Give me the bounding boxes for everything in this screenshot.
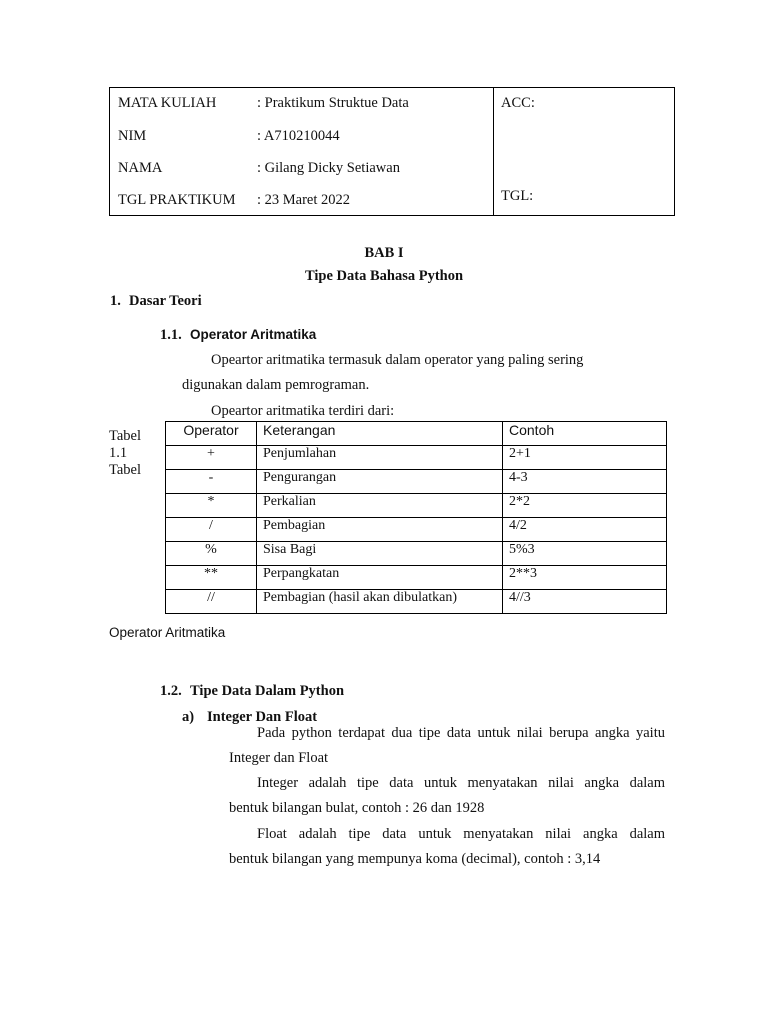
table-header-cell: Keterangan	[257, 422, 503, 446]
table-cell-contoh: 2*2	[503, 494, 667, 518]
subA-p2-line1: Integer adalah tipe data untuk menyatakan nilai angka dalam	[257, 775, 665, 791]
sub11-number: 1.1.	[160, 327, 182, 343]
table-cell-keterangan: Pengurangan	[257, 470, 503, 494]
table-cell-keterangan: Sisa Bagi	[257, 542, 503, 566]
info-value-tgl-praktikum: : 23 Maret 2022	[257, 192, 351, 208]
table-cell-contoh: 4/2	[503, 518, 667, 542]
table-cell-keterangan: Penjumlahan	[257, 446, 503, 470]
table-row	[166, 566, 667, 590]
operator-table	[165, 421, 667, 614]
subA-p2-line2: bentuk bilangan bulat, contoh : 26 dan 1928	[229, 800, 485, 816]
acc-label: ACC:	[501, 95, 535, 111]
table-cell-operator: -	[166, 470, 257, 494]
subA-paragraph-3	[229, 822, 665, 872]
sub11-para2: Opeartor aritmatika terdiri dari:	[211, 403, 395, 419]
subA-letter: a)	[182, 709, 195, 725]
table-cell-contoh: 4//3	[503, 590, 667, 614]
info-box-divider	[493, 88, 494, 215]
table-row	[166, 494, 667, 518]
table-cell-operator: //	[166, 590, 257, 614]
table-row	[166, 590, 667, 614]
table-cell-contoh: 2**3	[503, 566, 667, 590]
table-cell-operator: *	[166, 494, 257, 518]
info-label-tgl-praktikum: TGL PRAKTIKUM	[118, 192, 236, 208]
table-caption-line2: 1.1	[109, 445, 128, 461]
subA-p3-line1: Float adalah tipe data untuk menyatakan nilai angka dalam	[257, 826, 665, 842]
table-cell-keterangan: Perkalian	[257, 494, 503, 518]
table-cell-keterangan: Perpangkatan	[257, 566, 503, 590]
info-label-nama: NAMA	[118, 160, 163, 176]
info-label-mata-kuliah: MATA KULIAH	[118, 95, 217, 111]
sub11-para1-line2: digunakan dalam pemrograman.	[182, 377, 370, 393]
table-row	[166, 446, 667, 470]
table-cell-contoh: 5%3	[503, 542, 667, 566]
info-label-nim: NIM	[118, 128, 147, 144]
table-caption-line4: Operator Aritmatika	[109, 625, 226, 640]
info-value-nama: : Gilang Dicky Setiawan	[257, 160, 400, 176]
table-caption-line1: Tabel	[109, 428, 141, 444]
sub11-title: Operator Aritmatika	[190, 327, 317, 342]
table-cell-keterangan: Pembagian (hasil akan dibulatkan)	[257, 590, 503, 614]
table-cell-operator: **	[166, 566, 257, 590]
table-header-cell: Contoh	[503, 422, 667, 446]
section1-title: Dasar Teori	[129, 293, 202, 309]
table-header-cell: Operator	[166, 422, 257, 446]
sub12-title: Tipe Data Dalam Python	[190, 683, 345, 699]
subA-paragraph-1	[229, 721, 665, 771]
table-row	[166, 542, 667, 566]
sub11-para1-line1: Opeartor aritmatika termasuk dalam operator yang paling sering	[211, 352, 584, 368]
chapter-title: BAB I	[364, 245, 404, 261]
subA-paragraph-2	[229, 771, 665, 821]
table-row	[166, 518, 667, 542]
subA-p1-line2: Integer dan Float	[229, 750, 329, 766]
subA-p3-line2: bentuk bilangan yang mempunya koma (decimal), contoh : 3,14	[229, 851, 601, 867]
info-value-nim: : A710210044	[257, 128, 340, 144]
info-box	[109, 87, 675, 216]
table-cell-operator: %	[166, 542, 257, 566]
table-row	[166, 470, 667, 494]
subA-p1-line1: Pada python terdapat dua tipe data untuk nilai berupa angka yaitu	[257, 725, 665, 741]
table-caption-line3: Tabel	[109, 462, 141, 478]
tgl-label: TGL:	[501, 188, 534, 204]
subA-title: Integer Dan Float	[207, 709, 318, 725]
sub12-number: 1.2.	[160, 683, 182, 699]
table-cell-operator: /	[166, 518, 257, 542]
table-cell-operator: +	[166, 446, 257, 470]
info-value-mata-kuliah: : Praktikum Struktue Data	[257, 95, 409, 111]
table-cell-contoh: 2+1	[503, 446, 667, 470]
table-header-row	[166, 422, 667, 446]
chapter-subtitle: Tipe Data Bahasa Python	[304, 268, 464, 284]
table-cell-keterangan: Pembagian	[257, 518, 503, 542]
table-cell-contoh: 4-3	[503, 470, 667, 494]
section1-number: 1.	[110, 293, 121, 309]
